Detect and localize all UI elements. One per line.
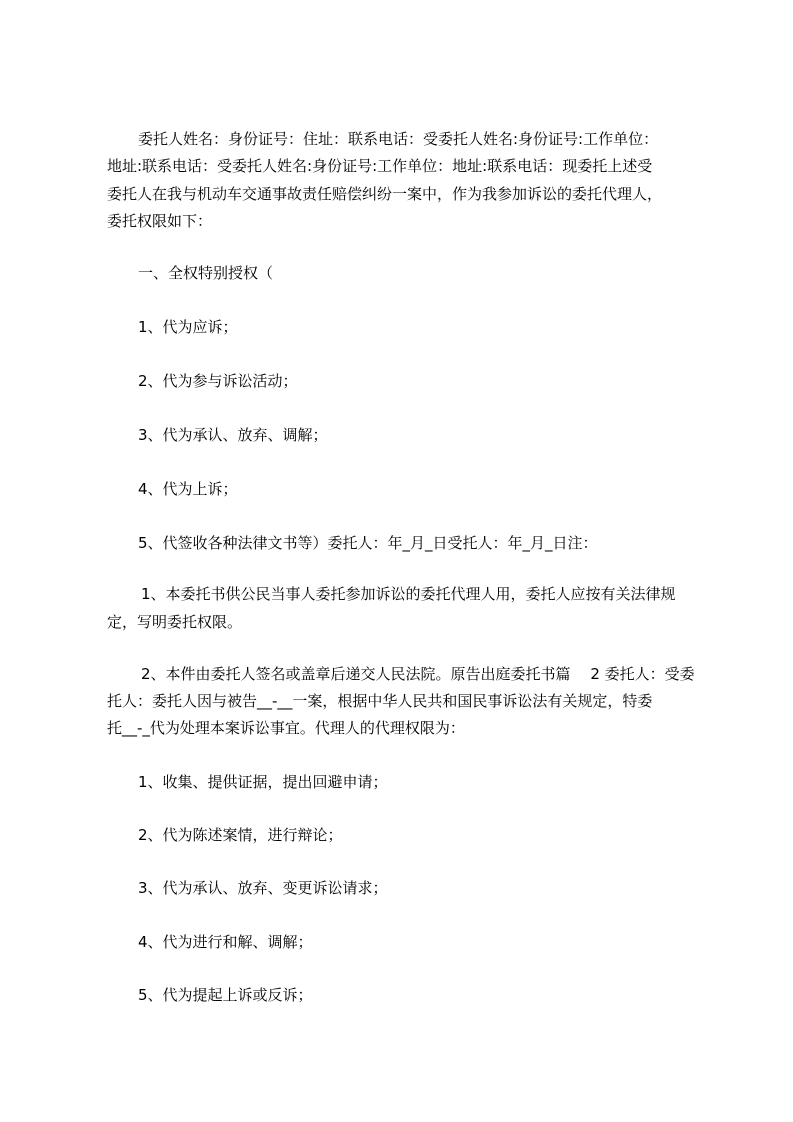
- section-one-item-5: 5、代签收各种法律文书等）委托人：年_月_日受托人：年_月_日注：: [138, 534, 598, 552]
- section-one-item-4: 4、代为上诉；: [138, 480, 238, 498]
- powers-item-5: 5、代为提起上诉或反诉；: [138, 986, 313, 1004]
- note-two-line-2: 托人：委托人因与被告__-__一案，根据中华人民共和国民事诉讼法有关规定，特委: [107, 692, 653, 710]
- note-one-line-1: 1、本委托书供公民当事人委托参加诉讼的委托代理人用，委托人应按有关法律规: [141, 585, 676, 603]
- intro-line-2: 地址:联系电话：受委托人姓名:身份证号:工作单位：地址:联系电话：现委托上述受: [107, 157, 653, 175]
- note-one-line-2: 定，写明委托权限。: [107, 613, 243, 631]
- section-one-item-1: 1、代为应诉；: [138, 318, 238, 336]
- powers-item-3: 3、代为承认、放弃、变更诉讼请求；: [138, 879, 388, 897]
- powers-item-1: 1、收集、提供证据，提出回避申请；: [138, 773, 388, 791]
- section-one-item-3: 3、代为承认、放弃、调解；: [138, 426, 328, 444]
- intro-line-3: 委托人在我与机动车交通事故责任赔偿纠纷一案中，作为我参加诉讼的委托代理人，: [107, 185, 663, 203]
- note-two-line-3: 托__-_代为处理本案诉讼事宜。代理人的代理权限为：: [107, 719, 465, 737]
- powers-item-4: 4、代为进行和解、调解；: [138, 933, 313, 951]
- section-one-item-2: 2、代为参与诉讼活动；: [138, 372, 298, 390]
- powers-item-2: 2、代为陈述案情，进行辩论；: [138, 826, 343, 844]
- note-two-line-1: 2、本件由委托人签名或盖章后递交人民法院。原告出庭委托书篇 2 委托人：受委: [141, 665, 695, 683]
- intro-line-1: 委托人姓名：身份证号：住址：联系电话：受委托人姓名:身份证号:工作单位：: [138, 130, 659, 148]
- intro-line-4: 委托权限如下：: [107, 212, 213, 230]
- section-one-title: 一、全权特别授权（: [138, 264, 274, 282]
